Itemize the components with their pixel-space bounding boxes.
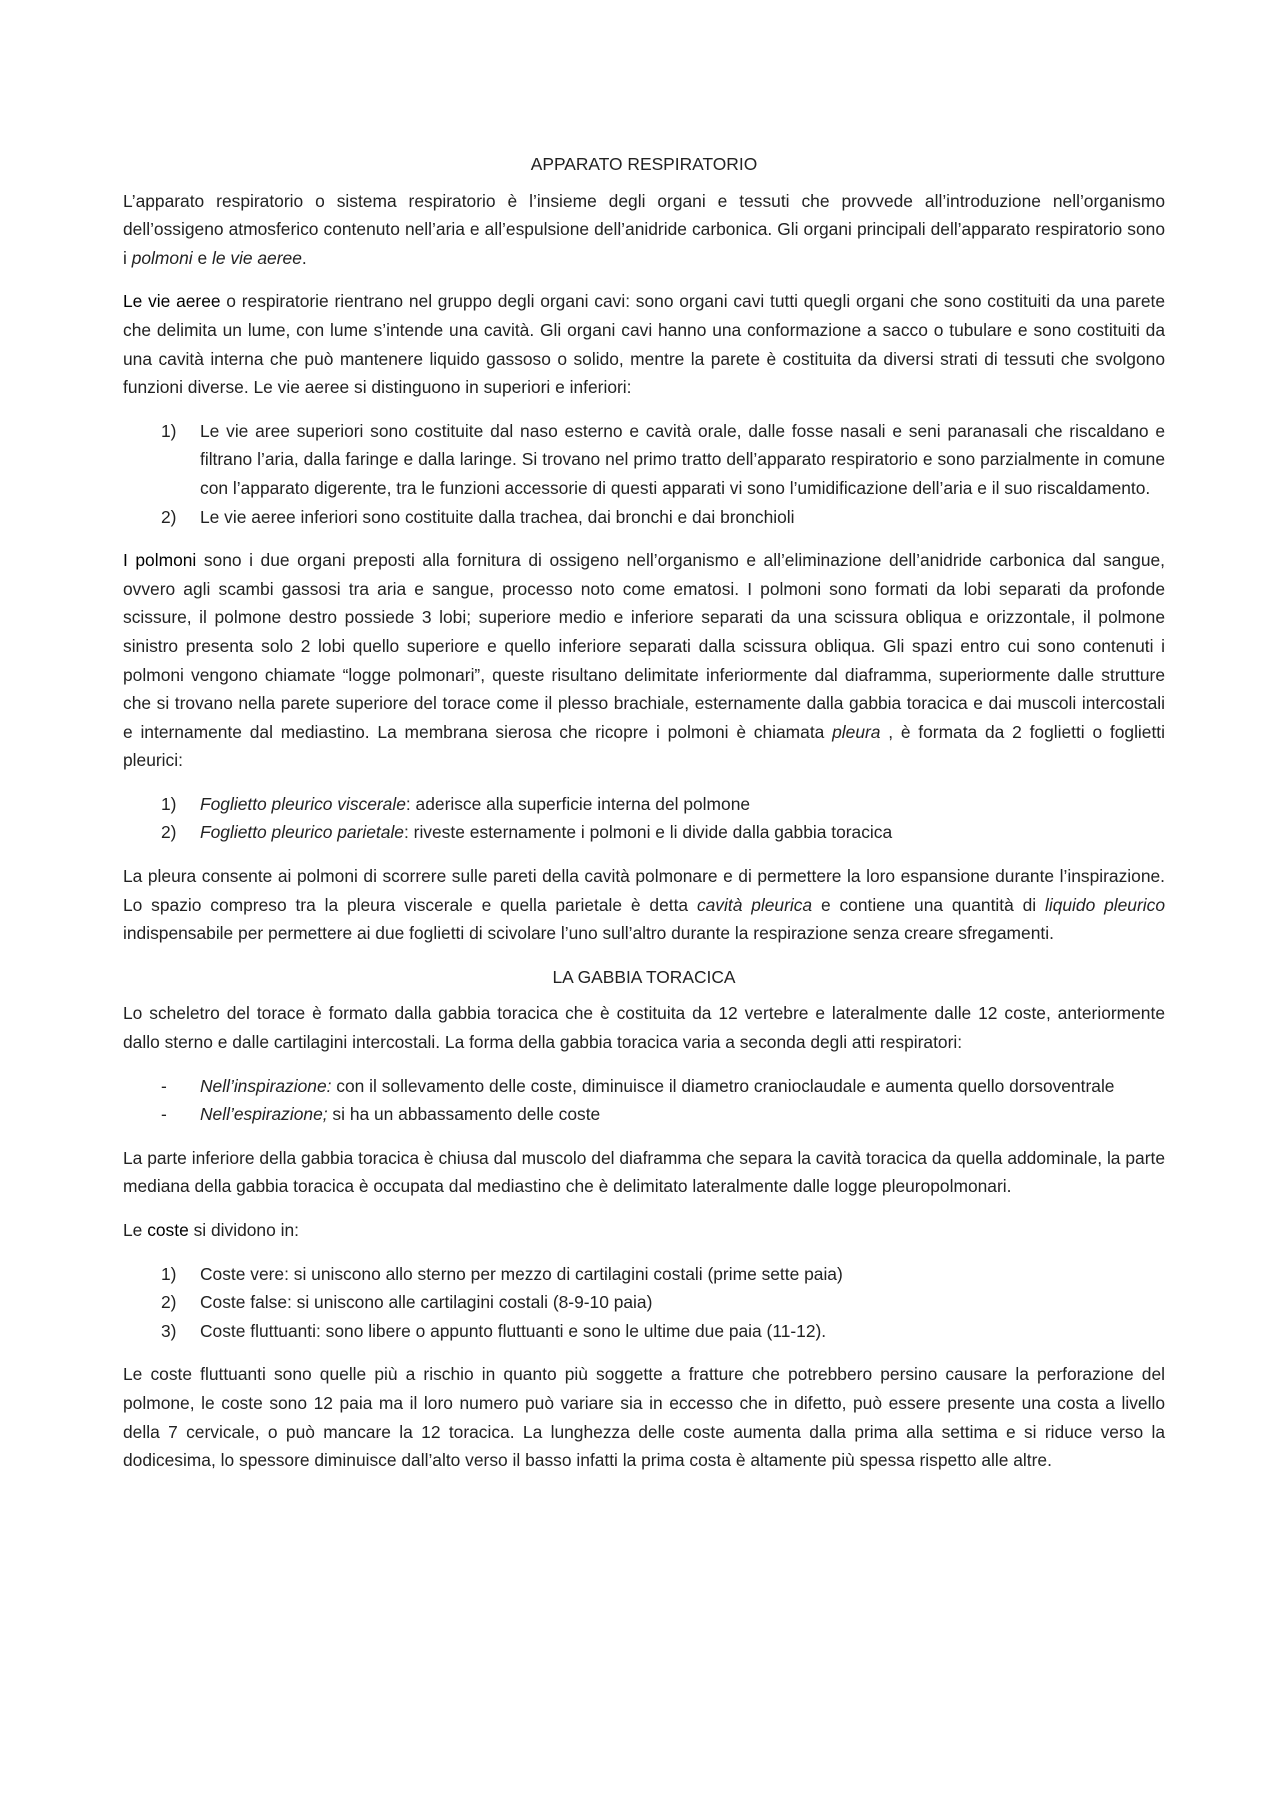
pleura-text-3: indispensabile per permettere ai due foglietti di scivolare l’uno sull’altro durante la respirazione senza creare sfregamenti. bbox=[123, 923, 1054, 944]
list-item-text: Coste fluttuanti: sono libere o appunto fluttuanti e sono le ultime due paia (11-12). bbox=[200, 1320, 827, 1341]
list-item bbox=[123, 1100, 1165, 1129]
polmoni-term-pleura: pleura bbox=[832, 721, 881, 742]
list-item bbox=[123, 1260, 1165, 1289]
closing-paragraph: Le coste fluttuanti sono quelle più a rischio in quanto più soggette a fratture che potrebbero persino causare la perforazione del polmone, le coste sono 12 paia ma il loro numero può variare sia in eccesso che in difetto, può essere presente una costa a livello della 7 cervicale, o può mancare la 12 toracica. La lunghezza delle coste aumenta dalla prima alla settima e si riduce verso la dodicesima, lo spessore diminuisce dall’alto verso il basso infatti la prima costa è altamente più spessa rispetto alle altre. bbox=[123, 1364, 1165, 1471]
list-item bbox=[123, 1288, 1165, 1317]
gabbia-paragraph: Lo scheletro del torace è formato dalla gabbia toracica che è costituita da 12 vertebre e lateralmente dalle 12 coste, anteriormente dallo sterno e dalle cartilagini intercostali. La forma della gabbia toracica varia a seconda degli atti respiratori: bbox=[123, 1003, 1165, 1053]
coste-pre: Le bbox=[123, 1220, 148, 1240]
intro-term-vie-aeree: le vie aeree bbox=[211, 247, 302, 268]
list-item-text: Le vie aeree inferiori sono costituite dalla trachea, dai bronchi e dai bronchioli bbox=[200, 506, 795, 527]
list-item bbox=[123, 1317, 1165, 1346]
list-marker: 1) bbox=[161, 1263, 177, 1284]
polmoni-paragraph bbox=[123, 546, 1165, 775]
list-item-text: con il sollevamento delle coste, diminuisce il diametro cranioclaudale e aumenta quello dorsoventrale bbox=[331, 1075, 1115, 1096]
intro-text: L’apparato respiratorio o sistema respiratorio è l’insieme degli organi e tessuti che provvede all’introduzione nell’organismo dell’ossigeno atmosferico contenuto nell’aria e all’espulsione dell’anidride carbonica. Gli organi principali dell’apparato respiratorio sono i bbox=[123, 190, 1165, 268]
document-page bbox=[123, 150, 1165, 1490]
pleura-text-2: e contiene una quantità di bbox=[812, 894, 1045, 915]
polmoni-lead: I polmoni bbox=[123, 550, 197, 571]
list-item-text: Coste vere: si uniscono allo sterno per mezzo di cartilagini costali (prime sette paia) bbox=[200, 1263, 843, 1284]
list-item-label: Nell’espirazione; bbox=[200, 1104, 328, 1125]
pleura-paragraph bbox=[123, 862, 1165, 948]
list-item-text: Le vie aree superiori sono costituite dal naso esterno e cavità orale, dalle fosse nasali e seni paranasali che riscaldano e filtrano l’aria, dalla faringe e dalla laringe. Si trovano nel primo tratto dell’apparato respiratorio e sono parzialmente in comune con l’apparato digerente, tra le funzioni accessorie di questi apparati vi sono l’umidificazione dell’aria e il suo riscaldamento. bbox=[200, 420, 1165, 498]
list-item-label: Nell’inspirazione: bbox=[200, 1075, 332, 1096]
vie-aeree-paragraph bbox=[123, 287, 1165, 401]
list-marker: 2) bbox=[161, 1292, 177, 1313]
intro-text-3: . bbox=[301, 247, 307, 268]
document-title: APPARATO RESPIRATORIO bbox=[530, 154, 758, 174]
coste-intro bbox=[123, 1216, 1165, 1245]
list-item bbox=[123, 790, 1165, 819]
list-marker: - bbox=[161, 1075, 167, 1096]
list-item-text: : aderisce alla superficie interna del polmone bbox=[405, 793, 751, 814]
pleura-term-cavita: cavità pleurica bbox=[696, 894, 813, 915]
section-title: LA GABBIA TORACICA bbox=[552, 966, 736, 987]
foglietti-list bbox=[123, 790, 1165, 847]
list-item bbox=[123, 1072, 1165, 1101]
pleura-text: La pleura consente ai polmoni di scorrere sulle pareti della cavità polmonare e di permettere la loro espansione durante l’inspirazione. Lo spazio compreso tra la pleura viscerale e quella parietale è detta bbox=[123, 866, 1165, 915]
list-marker: 3) bbox=[161, 1320, 177, 1341]
coste-post: si dividono in: bbox=[188, 1220, 299, 1240]
list-item bbox=[123, 818, 1165, 847]
atti-respiratori-list bbox=[123, 1072, 1165, 1129]
pleura-term-liquido: liquido pleurico bbox=[1044, 894, 1165, 915]
vie-aeree-text: o respiratorie rientrano nel gruppo degli organi cavi: sono organi cavi tutti quegli organi che sono costituiti da una parete che delimita un lume, con lume s’intende una cavità. Gli organi cavi hanno una conformazione a sacco o tubulare e sono costituiti da una cavità interna che può mantenere liquido gassoso o solido, mentre la parete è costituita da diversi strati di tessuti che svolgono funzioni diverse. Le vie aeree si distinguono in superiori e inferiori: bbox=[123, 291, 1166, 398]
coste-lead: coste bbox=[147, 1220, 189, 1240]
list-item-text: si ha un abbassamento delle coste bbox=[327, 1104, 601, 1125]
intro-text-2: e bbox=[192, 247, 212, 268]
list-item bbox=[123, 503, 1165, 532]
coste-list bbox=[123, 1260, 1165, 1346]
diaframma-paragraph: La parte inferiore della gabbia toracica è chiusa dal muscolo del diaframma che separa la cavità toracica da quella addominale, la parte mediana della gabbia toracica è occupata dal mediastino che è delimitato lateralmente dalle logge pleuropolmonari. bbox=[123, 1147, 1165, 1197]
list-item-text: Coste false: si uniscono alle cartilagini costali (8-9-10 paia) bbox=[200, 1292, 653, 1313]
vie-aeree-lead: Le vie aeree bbox=[123, 291, 221, 312]
list-item-text: : riveste esternamente i polmoni e li divide dalla gabbia toracica bbox=[403, 822, 893, 843]
intro-paragraph bbox=[123, 187, 1165, 273]
list-marker: 2) bbox=[161, 822, 177, 843]
list-marker: 1) bbox=[161, 793, 177, 814]
list-marker: 1) bbox=[161, 420, 177, 441]
list-item-label: Foglietto pleurico viscerale bbox=[200, 793, 406, 814]
list-item-label: Foglietto pleurico parietale bbox=[200, 822, 404, 843]
intro-term-polmoni: polmoni bbox=[131, 247, 193, 268]
polmoni-text: sono i due organi preposti alla fornitura di ossigeno nell’organismo e all’eliminazione dell’anidride carbonica dal sangue, ovvero agli scambi gassosi tra aria e sangue, processo noto come ematosi. I polmoni sono formati da lobi separati da profonde scissure, il polmone destro possiede 3 lobi; superiore medio e inferiore separati da una scissura obliqua e orizzontale, il polmone sinistro presenta solo 2 lobi quello superiore e quello inferiore separati dalla scissura obliqua. Gli spazi entro cui sono contenuti i polmoni vengono chiamate “logge polmonari”, queste risultano delimitate inferiormente dal diaframma, superiormente dalle strutture che si trovano nella parete superiore del torace come il plesso brachiale, esternamente dalla gabbia toracica e dai muscoli intercostali e internamente dal mediastino. La membrana sierosa che ricopre i polmoni è chiamata bbox=[123, 550, 1165, 742]
list-marker: 2) bbox=[161, 506, 177, 527]
vie-aeree-list bbox=[123, 417, 1165, 531]
list-marker: - bbox=[161, 1104, 167, 1125]
polmoni-text-2: , è formata da 2 foglietti o foglietti pleurici: bbox=[123, 721, 1165, 771]
list-item bbox=[123, 417, 1165, 503]
